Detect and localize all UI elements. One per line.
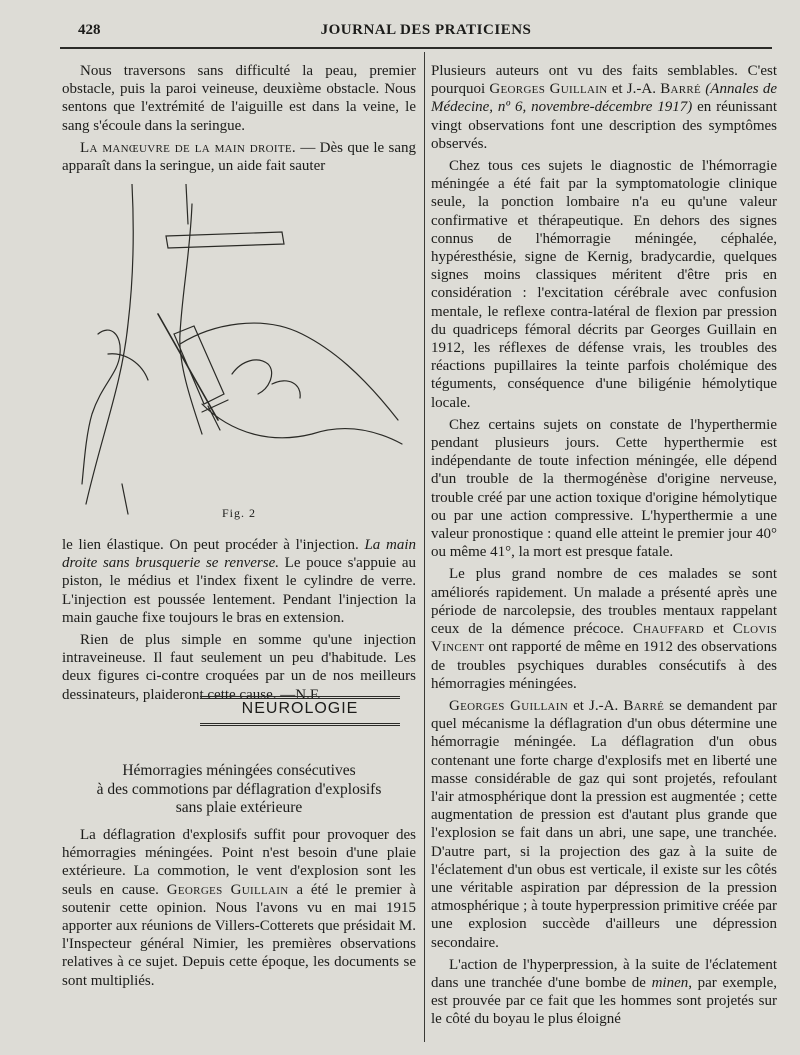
authors-and: et J.-A. xyxy=(607,81,661,98)
left-hand xyxy=(82,330,120,484)
paragraph-manoeuvre xyxy=(62,139,416,175)
author-barre: Barré xyxy=(660,81,702,98)
article-title-line-2: à des commotions par déflagration d'explosifs xyxy=(96,780,382,798)
left-hand-finger xyxy=(108,354,148,380)
authors-text-start: Plusieurs auteurs ont vu des faits semblables. C'est pourquoi xyxy=(431,63,777,98)
section-heading-box xyxy=(200,696,400,722)
author-barre-mecanisme: Barré xyxy=(623,697,665,714)
article-title xyxy=(62,762,416,818)
amelioration-text-start: Le plus grand nombre de ces malades se sont améliorés rapidement. Un malade a présenté après une période de narcolepsie, des troubles mentaux rappelant ceux de la démence précoce. xyxy=(431,566,777,638)
mecanisme-text: se demandent par quel mécanisme la déflagration d'un obus détermine une hémorragie méningée. La déflagration d'un obus contenant une forte charge d'explosifs met en liberté une masse considérable de gaz qui sont projetés, refoulant l'air atmosphérique dont la pression est augmentée ; cette augmentation de pression est d'autant plus grande que l'explosion se fait dans un abri, une sape, une tranchée. D'autre part, si la projection des gaz à la suite de l'éclatement d'un obus est verticale, il existe sur les côtés une véritable aspiration par dépression de la pression atmosphérique ; à toute hyperpression primitive créée par une explosion succède d'ailleurs une dépression secondaire. xyxy=(431,697,777,951)
journal-title: JOURNAL DES PRATICIENS xyxy=(320,22,532,38)
manoeuvre-heading: La manœuvre de la main droite. xyxy=(80,139,296,156)
manoeuvre-text: — Dès que le sang apparaît dans la seringue, un aide fait sauter xyxy=(62,139,417,175)
right-column xyxy=(431,62,777,1033)
column-divider xyxy=(424,52,425,1042)
header-rule xyxy=(60,47,772,49)
right-hand-finger xyxy=(232,360,272,394)
left-column-top xyxy=(62,62,416,179)
author-guillain-mecanisme: Georges Guillain xyxy=(449,697,568,714)
injection-text-italic: La main droite sans brusquerie se renverse. xyxy=(62,537,417,572)
paragraph-amelioration xyxy=(431,565,777,692)
paragraph-authors xyxy=(431,62,777,153)
page-header xyxy=(78,22,774,44)
right-hand-top xyxy=(180,323,398,420)
citation-annales: (Annales de Médecine, nº 6, novembre-décembre 1917) xyxy=(431,81,777,116)
authors-text-end: en réunissant vingt observations font une description des symptômes observés. xyxy=(431,99,777,152)
right-hand-thumb xyxy=(272,381,300,398)
paragraph-hyperthermie: Chez certains sujets on constate de l'hyperthermie pendant plusieurs jours. Cette hyperthermie est indépendante de toute infection méningée, elle dépend d'un trouble de la thermogénèse d'origine nerveuse, trouble créé par une action toxique d'origine hémolytique ou par une action compressive. L'hyperthermie a une valeur pronostique : quand elle atteint le premier jour 40° ou même 41°, la mort est presque fatale. xyxy=(431,416,777,561)
hyperpression-italic: minen xyxy=(651,974,689,991)
arm-outline-right xyxy=(180,204,202,434)
figure-injection-drawing xyxy=(62,184,416,524)
section-rule-top xyxy=(200,696,400,699)
paragraph-diagnostic: Chez tous ces sujets le diagnostic de l'hémorragie méningée a été fait par la symptomatologie clinique seule, la ponction lombaire n'a eu qu'une valeur confirmative et thérapeutique. En dehors des signes connus de l'hémorragie méningée, céphalée, hypéresthésie, signe de Kernig, bradycardie, quelques signes moins classiques méritent d'être pris en considération : l'excitation cérébrale avec confusion mentale, le reflexe contra-latéral de flexion par pression du quadriceps fémoral décrits par Georges Guillain en 1912, les réflexes de défense vrais, les troubles des réactions pupillaires la teinte parfois cholémique des téguments, conséquence d'une biligénie hémolytique locale. xyxy=(431,158,777,411)
paragraph-intro: Nous traversons sans difficulté la peau, premier obstacle, puis la paroi veineuse, deuxième obstacle. Nous sentons que l'extrémité de l'aiguille est dans la veine, le sang s'écoule dans la seringue. xyxy=(62,63,416,134)
figure-caption: Fig. 2 xyxy=(221,506,256,520)
paragraph-mecanisme xyxy=(431,697,777,952)
injection-text-end: Le pouce s'appuie au piston, le médius et l'index fixent le cylindre de verre. L'injection est poussée lentement. Pendant l'injection la main gauche fixe toujours le bras en extension. xyxy=(62,555,416,626)
mecanisme-and: et J.-A. xyxy=(567,697,624,714)
right-hand-bottom xyxy=(202,404,402,444)
elastic-band xyxy=(166,232,284,248)
paragraph-injection xyxy=(62,536,416,627)
amelioration-and: et xyxy=(704,621,733,638)
deflagration-text-end: a été le premier à soutenir cette opinion. Nous l'avons vu en mai 1915 apporter aux réunions de Villers-Cotterets que présidait M. l'Inspecteur général Nimier, les premières observations relatives à ce sujet. Depuis cette époque, les documents se sont multipliés. xyxy=(62,881,417,989)
section-title: NEUROLOGIE xyxy=(241,700,359,717)
paragraph-hyperpression xyxy=(431,956,777,1029)
article-title-line-1: Hémorragies méningées consécutives xyxy=(122,762,356,779)
author-guillain: Georges Guillain xyxy=(166,881,289,898)
syringe-body xyxy=(174,326,224,404)
hyperpression-text-end: , par exemple, est prouvée par ce fait que les hommes sont projetés sur le côté du boyau le plus éloigné xyxy=(431,974,777,1028)
page-number: 428 xyxy=(78,22,101,38)
author-vincent: Clovis Vincent xyxy=(431,621,777,656)
paragraph-deflagration xyxy=(62,826,416,990)
deflagration-text-start: La déflagration d'explosifs suffit pour provoquer des hémorragies méningées. Point n'est besoin d'une plaie extérieure. La commotion, le vent d'explosion sont les seuls en cause. xyxy=(62,827,416,898)
injection-text-start: le lien élastique. On peut procéder à l'injection. xyxy=(62,537,365,553)
left-column-bottom xyxy=(62,826,416,994)
article-title-line-3: sans plaie extérieure xyxy=(175,799,303,816)
amelioration-text-end: ont rapporté de même en 1912 des observations de troubles psychiques durables consécutifs à des hémorragies méningées. xyxy=(431,639,777,692)
injection-sketch xyxy=(62,184,416,524)
left-column-middle xyxy=(62,536,416,708)
hyperpression-text-start: L'action de l'hyperpression, à la suite de l'éclatement dans une tranchée d'une bombe de xyxy=(431,956,777,991)
author-guillain-right: Georges Guillain xyxy=(489,81,608,98)
author-chauffard: Chauffard xyxy=(632,621,705,638)
arm-outline-left xyxy=(86,184,133,504)
paragraph-conclusion: Rien de plus simple en somme qu'une injection intraveineuse. Il faut seulement un peu d'habitude. Les deux figures ci-contre croquées par un de nos meilleurs dessinateurs, plaideront cette cause. —N.F. xyxy=(62,632,416,703)
section-rule-bottom xyxy=(200,723,400,726)
